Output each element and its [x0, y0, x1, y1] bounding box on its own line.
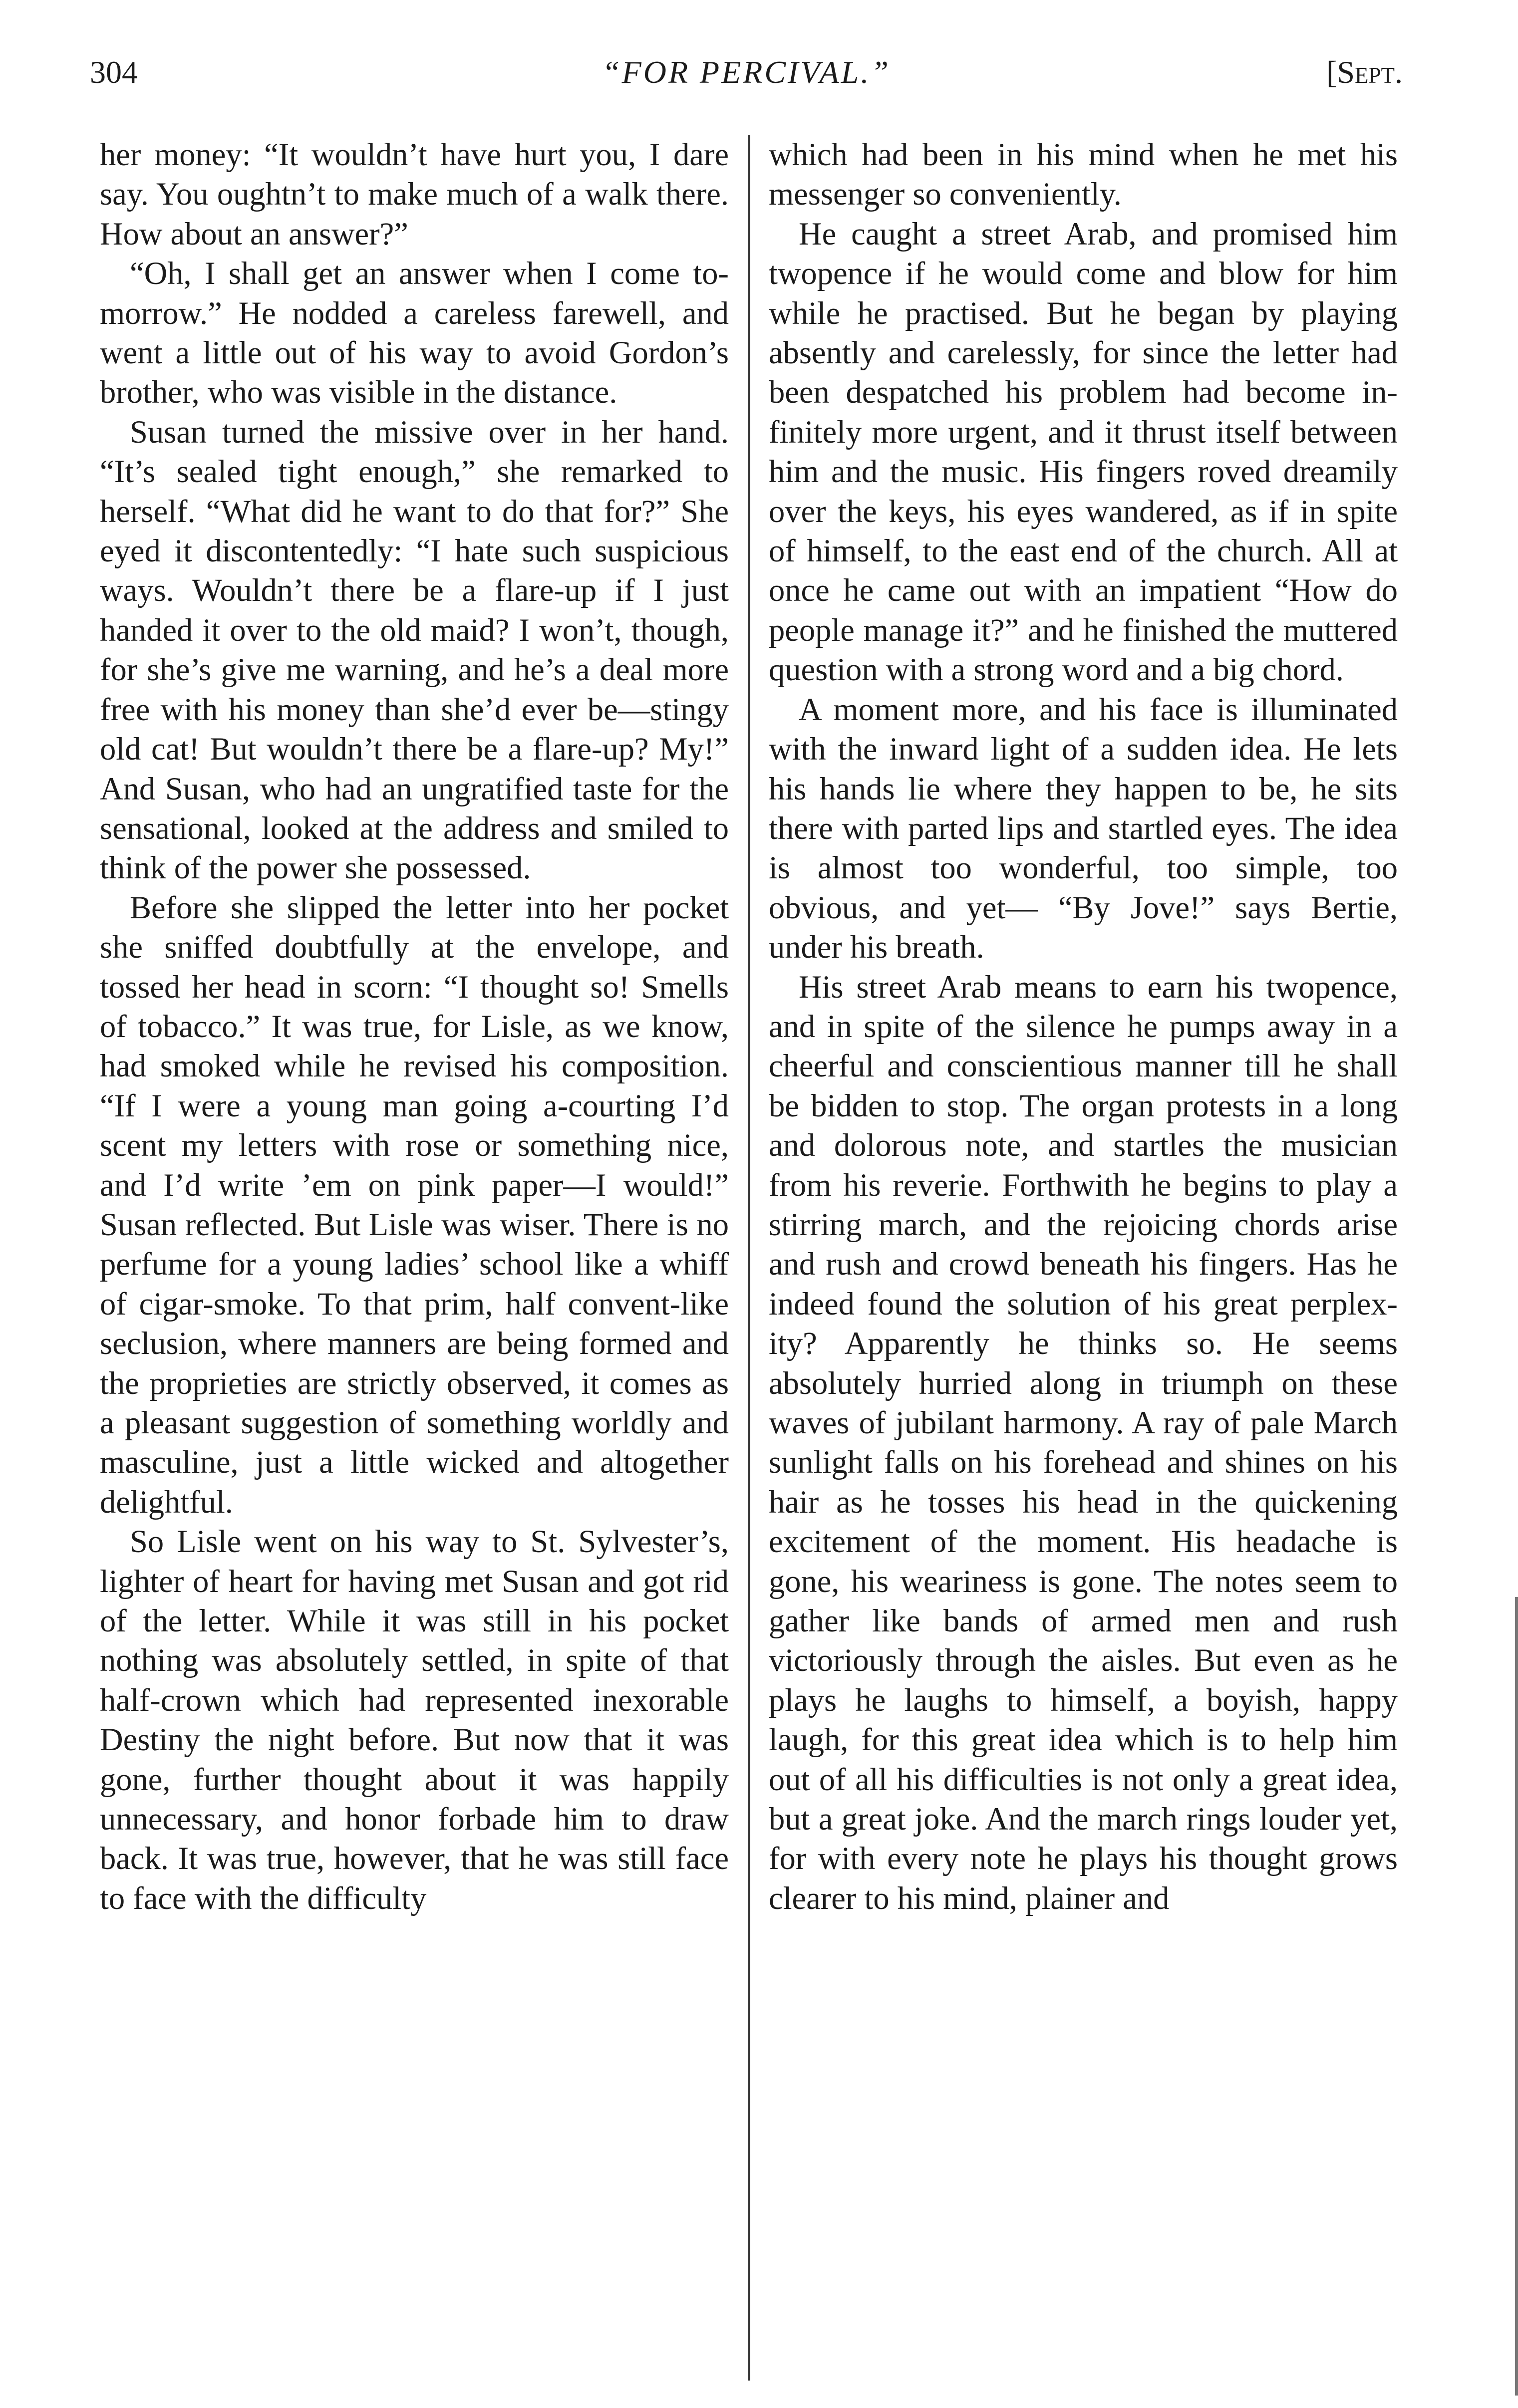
running-head — [90, 50, 1403, 95]
paragraph: Susan turned the missive over in her hand. “It’s sealed tight enough,” she remarked to herself. “What did he want to do that for?” She eyed it discontentedly: “I hate such suspicious ways. Wouldn’t there be a flare-up if I just handed it over to the old maid? I won’t, though, for she’s give me warning, and he’s a deal more free with his money than she’d ever be—stingy old cat! But wouldn’t there be a flare-up? My!” And Susan, who had an ungratified taste for the sensational, looked at the address and smiled to think of the power she possessed. — [100, 414, 729, 886]
paragraph: which had been in his mind when he met his messenger so conveniently. — [769, 137, 1398, 212]
paragraph: So Lisle went on his way to St. Sylvester’s, lighter of heart for having met Susan and got rid of the letter. While it was still in his pocket nothing was absolutely settled, in spite of that half-crown which had represented inexorable Destiny the night before. But now that it was gone, further thought about it was happily unnecessary, and honor forbade him to draw back. It was true, however, that he was still face to face with the difficulty — [100, 1524, 729, 1916]
page-edge — [1515, 1597, 1518, 2396]
paragraph: His street Arab means to earn his twopence, and in spite of the silence he pumps away in a cheerful and conscientious manner till he shall be bidden to stop. The organ protests in a long and dolorous note, and startles the musician from his reverie. Forthwith he begins to play a stirring march, and the rejoicing chords arise and rush and crowd beneath his fingers. Has he indeed found the solution of his great perplexity? Apparently he thinks so. He seems absolutely hurried along in triumph on these waves of jubilant harmony. A ray of pale March sunlight falls on his forehead and shines on his hair as he tosses his head in the quickening excitement of the moment. His headache is gone, his weariness is gone. The notes seem to gather like bands of armed men and rush victoriously through the aisles. But even as he plays he laughs to himself, a boyish, happy laugh, for this great idea which is to help him out of all his difficulties is not only a great idea, but a great joke. And the march rings louder yet, for with every note he plays his thought grows clearer to his mind, plainer and — [769, 969, 1398, 1916]
column-divider — [748, 135, 750, 2381]
paragraph: A moment more, and his face is illuminated with the inward light of a sudden idea. He lets his hands lie where they happen to be, he sits there with parted lips and startled eyes. The idea is almost too wonderful, too simple, too obvious, and yet— “By Jove!” says Bertie, under his breath. — [769, 691, 1398, 965]
running-month: [Sept. — [1326, 54, 1403, 90]
page-number: 304 — [90, 54, 138, 90]
paragraph: He caught a street Arab, and promised him twopence if he would come and blow for him while he practised. But he began by playing absently and carelessly, for since the letter had been despatched his problem had become infinitely more urgent, and it thrust itself between him and the music. His fingers roved dreamily over the keys, his eyes wandered, as if in spite of himself, to the east end of the church. All at once he came out with an impatient “How do people manage it?” and he finished the muttered question with a strong word and a big chord. — [769, 216, 1398, 688]
running-title: “FOR PERCIVAL.” — [602, 54, 891, 90]
right-column — [769, 135, 1398, 1918]
paragraph: “Oh, I shall get an answer when I come to-morrow.” He nodded a careless farewell, and went a little out of his way to avoid Gordon’s brother, who was visible in the distance. — [100, 256, 729, 410]
left-column — [100, 135, 729, 1918]
paragraph: her money: “It wouldn’t have hurt you, I dare say. You oughtn’t to make much of a walk there. How about an answer?” — [100, 137, 729, 252]
paragraph: Before she slipped the letter into her pocket she sniffed doubtfully at the envelope, and tossed her head in scorn: “I thought so! Smells of tobacco.” It was true, for Lisle, as we know, had smoked while he revised his composition. “If I were a young man going a-courting I’d scent my letters with rose or something nice, and I’d write ’em on pink paper—I would!” Susan reflected. But Lisle was wiser. There is no perfume for a young ladies’ school like a whiff of cigar-smoke. To that prim, half convent-like seclusion, where manners are being formed and the proprieties are strictly observed, it comes as a pleasant suggestion of something worldly and masculine, just a little wicked and altogether delightful. — [100, 889, 729, 1520]
